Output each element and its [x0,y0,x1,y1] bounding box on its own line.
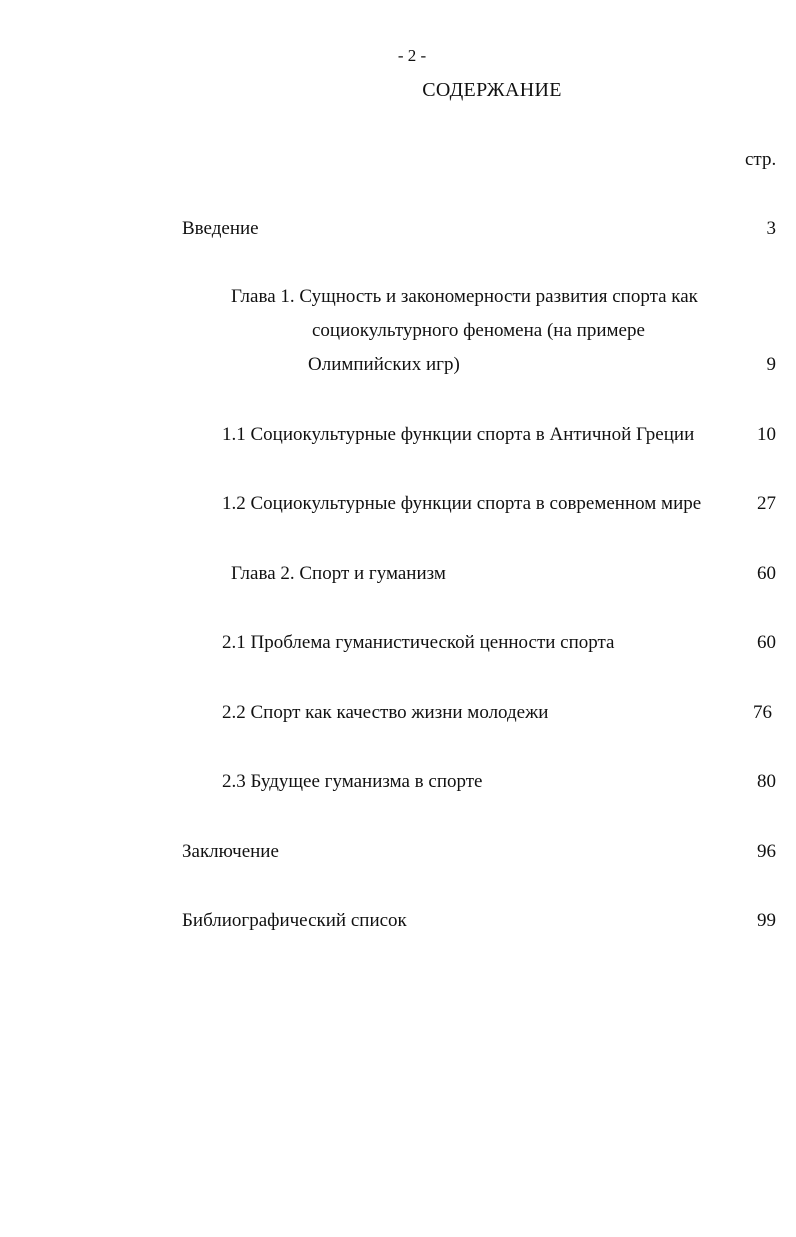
toc-entry-label-continued: социокультурного феноменa (на примере [312,320,645,341]
toc-entry-label-continued: Олимпийских игр) [308,354,460,375]
toc-entry-label: 1.2 Социокультурные функции спорта в современном мире [222,493,702,514]
toc-entry-page: 10 [757,424,776,445]
toc-entry-label: Библиографический список [182,910,407,931]
toc-entry-page: 96 [757,841,776,862]
page-title: СОДЕРЖАНИЕ [422,79,562,101]
toc-entry-page: 99 [757,910,776,931]
toc-entry-page: 27 [757,493,776,514]
toc-entry-label: 2.3 Будущее гуманизма в спорте [222,771,483,792]
toc-entry-label: Глава 1. Сущность и закономерности развития спорта как [231,286,698,307]
toc-entry-page: 80 [757,771,776,792]
toc-entry-page: 9 [766,354,776,375]
toc-entry-page: 60 [757,632,776,653]
toc-entry-label: 2.2 Спорт как качество жизни молодежи [222,702,549,723]
toc-entry-label: 1.1 Социокультурные функции спорта в Античной Греции [222,424,695,445]
page-column-label: стр. [745,149,777,170]
toc-entry-page: 76 [753,702,772,723]
page-number: - 2 - [397,46,427,65]
toc-entry-label: Глава 2. Спорт и гуманизм [231,563,446,584]
toc-entry-label: Введение [182,218,259,239]
toc-entry-label: 2.1 Проблема гуманистической ценности спорта [222,632,615,653]
toc-entry-page: 3 [766,218,776,239]
toc-entry-label: Заключение [182,841,279,862]
toc-entry-page: 60 [757,563,776,584]
